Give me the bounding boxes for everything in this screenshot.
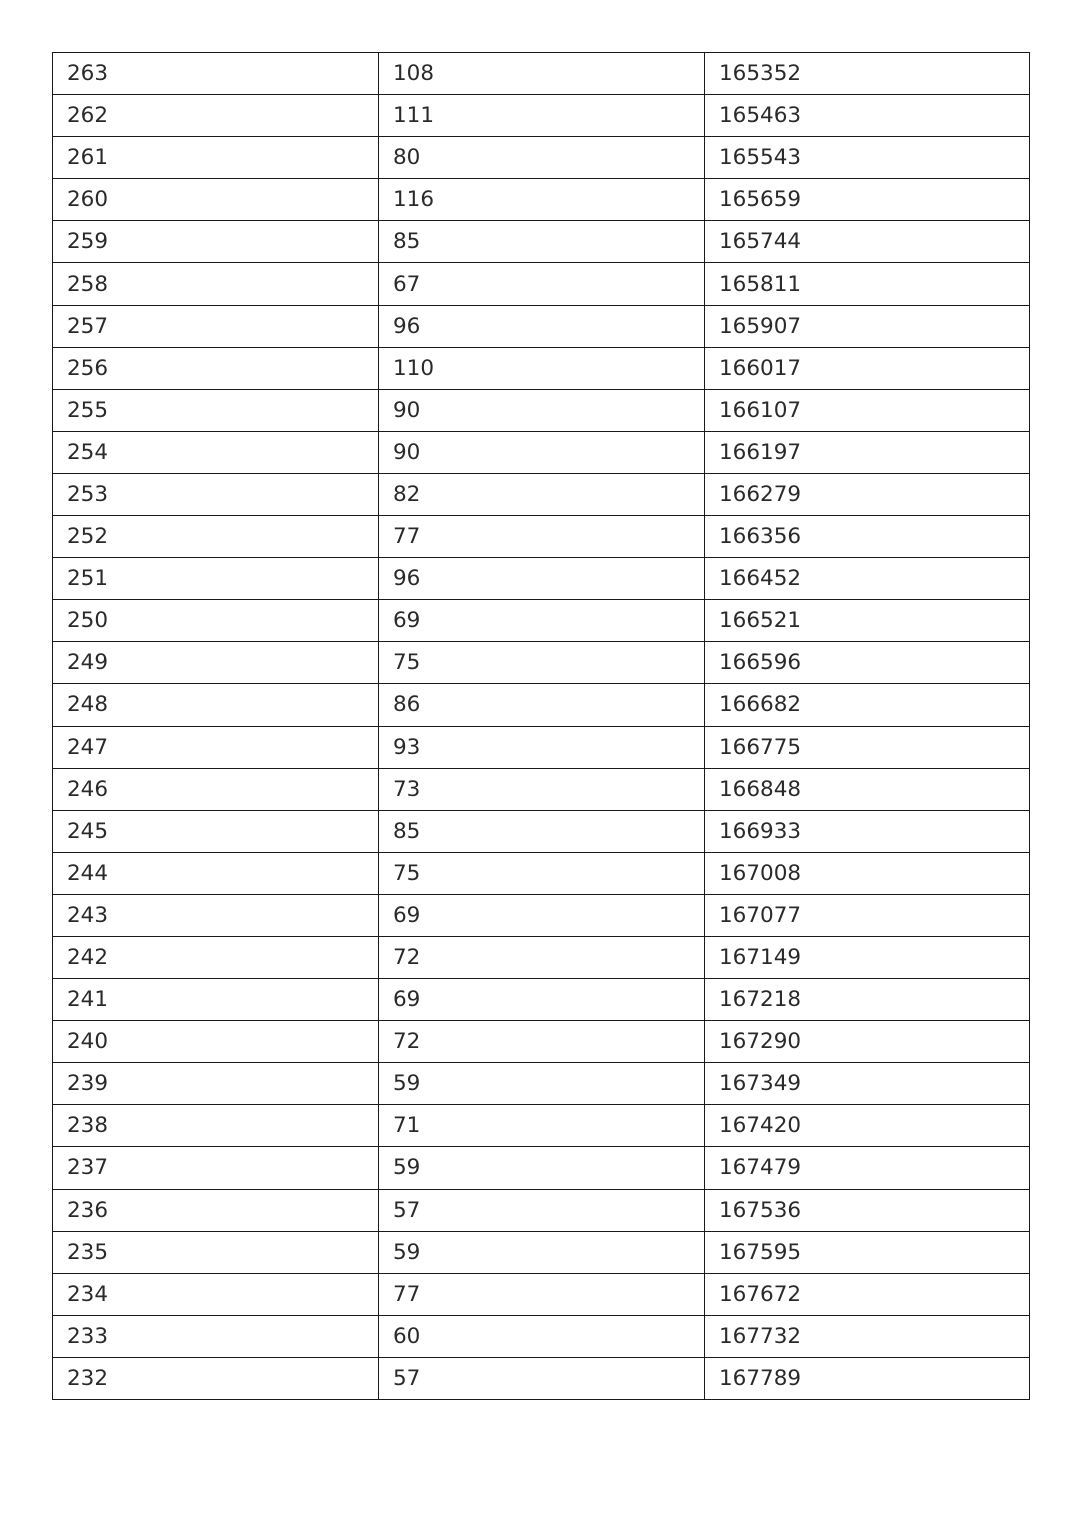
table-row (53, 179, 1030, 221)
count-cell: 90 (379, 431, 705, 473)
score-cell: 262 (53, 95, 379, 137)
table-row (53, 726, 1030, 768)
cumulative-cell: 166356 (705, 516, 1030, 558)
table-row (53, 810, 1030, 852)
count-cell: 59 (379, 1231, 705, 1273)
count-cell: 71 (379, 1105, 705, 1147)
table-row (53, 1315, 1030, 1357)
cumulative-cell: 167536 (705, 1189, 1030, 1231)
score-cell: 240 (53, 1021, 379, 1063)
table-row (53, 558, 1030, 600)
score-cell: 254 (53, 431, 379, 473)
score-cell: 236 (53, 1189, 379, 1231)
score-cell: 260 (53, 179, 379, 221)
cumulative-cell: 166521 (705, 600, 1030, 642)
cumulative-cell: 165744 (705, 221, 1030, 263)
count-cell: 57 (379, 1357, 705, 1399)
table-row (53, 1357, 1030, 1399)
score-cell: 241 (53, 979, 379, 1021)
table-row (53, 516, 1030, 558)
score-cell: 255 (53, 389, 379, 431)
score-cell: 253 (53, 473, 379, 515)
count-cell: 59 (379, 1147, 705, 1189)
score-cell: 252 (53, 516, 379, 558)
count-cell: 110 (379, 347, 705, 389)
cumulative-cell: 166848 (705, 768, 1030, 810)
cumulative-cell: 166933 (705, 810, 1030, 852)
score-cell: 245 (53, 810, 379, 852)
cumulative-cell: 166775 (705, 726, 1030, 768)
count-cell: 96 (379, 305, 705, 347)
score-cell: 263 (53, 53, 379, 95)
score-cell: 233 (53, 1315, 379, 1357)
cumulative-cell: 167218 (705, 979, 1030, 1021)
score-cell: 256 (53, 347, 379, 389)
count-cell: 85 (379, 810, 705, 852)
table-row (53, 894, 1030, 936)
cumulative-cell: 165352 (705, 53, 1030, 95)
score-cell: 258 (53, 263, 379, 305)
cumulative-cell: 166452 (705, 558, 1030, 600)
table-row (53, 600, 1030, 642)
score-cell: 248 (53, 684, 379, 726)
count-cell: 86 (379, 684, 705, 726)
score-cell: 238 (53, 1105, 379, 1147)
score-cell: 261 (53, 137, 379, 179)
count-cell: 69 (379, 894, 705, 936)
score-cell: 244 (53, 852, 379, 894)
table-row (53, 221, 1030, 263)
count-cell: 93 (379, 726, 705, 768)
cumulative-cell: 167672 (705, 1273, 1030, 1315)
table-row (53, 1105, 1030, 1147)
cumulative-cell: 166197 (705, 431, 1030, 473)
count-cell: 60 (379, 1315, 705, 1357)
count-cell: 75 (379, 852, 705, 894)
count-cell: 67 (379, 263, 705, 305)
count-cell: 82 (379, 473, 705, 515)
cumulative-cell: 165811 (705, 263, 1030, 305)
count-cell: 111 (379, 95, 705, 137)
table-row (53, 1147, 1030, 1189)
score-table-body (53, 53, 1030, 1400)
table-row (53, 1189, 1030, 1231)
count-cell: 85 (379, 221, 705, 263)
table-row (53, 95, 1030, 137)
count-cell: 69 (379, 979, 705, 1021)
score-cell: 237 (53, 1147, 379, 1189)
cumulative-cell: 165543 (705, 137, 1030, 179)
table-row (53, 1231, 1030, 1273)
table-row (53, 137, 1030, 179)
score-cell: 232 (53, 1357, 379, 1399)
table-row (53, 979, 1030, 1021)
table-row (53, 347, 1030, 389)
table-row (53, 1273, 1030, 1315)
count-cell: 77 (379, 1273, 705, 1315)
cumulative-cell: 167479 (705, 1147, 1030, 1189)
cumulative-cell: 166279 (705, 473, 1030, 515)
cumulative-cell: 167595 (705, 1231, 1030, 1273)
count-cell: 77 (379, 516, 705, 558)
table-row (53, 431, 1030, 473)
count-cell: 72 (379, 1021, 705, 1063)
count-cell: 73 (379, 768, 705, 810)
count-cell: 96 (379, 558, 705, 600)
score-table (52, 52, 1030, 1400)
table-row (53, 642, 1030, 684)
score-cell: 259 (53, 221, 379, 263)
cumulative-cell: 167420 (705, 1105, 1030, 1147)
count-cell: 108 (379, 53, 705, 95)
cumulative-cell: 166596 (705, 642, 1030, 684)
cumulative-cell: 167732 (705, 1315, 1030, 1357)
count-cell: 80 (379, 137, 705, 179)
cumulative-cell: 167789 (705, 1357, 1030, 1399)
table-row (53, 684, 1030, 726)
score-cell: 247 (53, 726, 379, 768)
score-cell: 246 (53, 768, 379, 810)
score-cell: 239 (53, 1063, 379, 1105)
score-cell: 234 (53, 1273, 379, 1315)
cumulative-cell: 165659 (705, 179, 1030, 221)
cumulative-cell: 166017 (705, 347, 1030, 389)
score-cell: 251 (53, 558, 379, 600)
score-cell: 250 (53, 600, 379, 642)
score-cell: 249 (53, 642, 379, 684)
table-row (53, 852, 1030, 894)
cumulative-cell: 165463 (705, 95, 1030, 137)
score-cell: 242 (53, 936, 379, 978)
count-cell: 59 (379, 1063, 705, 1105)
count-cell: 57 (379, 1189, 705, 1231)
cumulative-cell: 167290 (705, 1021, 1030, 1063)
score-cell: 257 (53, 305, 379, 347)
table-row (53, 305, 1030, 347)
cumulative-cell: 167349 (705, 1063, 1030, 1105)
cumulative-cell: 167077 (705, 894, 1030, 936)
table-row (53, 263, 1030, 305)
table-row (53, 473, 1030, 515)
score-cell: 235 (53, 1231, 379, 1273)
score-cell: 243 (53, 894, 379, 936)
table-row (53, 389, 1030, 431)
cumulative-cell: 165907 (705, 305, 1030, 347)
count-cell: 69 (379, 600, 705, 642)
count-cell: 72 (379, 936, 705, 978)
count-cell: 75 (379, 642, 705, 684)
table-row (53, 768, 1030, 810)
cumulative-cell: 166682 (705, 684, 1030, 726)
cumulative-cell: 167149 (705, 936, 1030, 978)
cumulative-cell: 166107 (705, 389, 1030, 431)
cumulative-cell: 167008 (705, 852, 1030, 894)
table-row (53, 1063, 1030, 1105)
count-cell: 116 (379, 179, 705, 221)
table-row (53, 53, 1030, 95)
table-row (53, 1021, 1030, 1063)
table-row (53, 936, 1030, 978)
count-cell: 90 (379, 389, 705, 431)
